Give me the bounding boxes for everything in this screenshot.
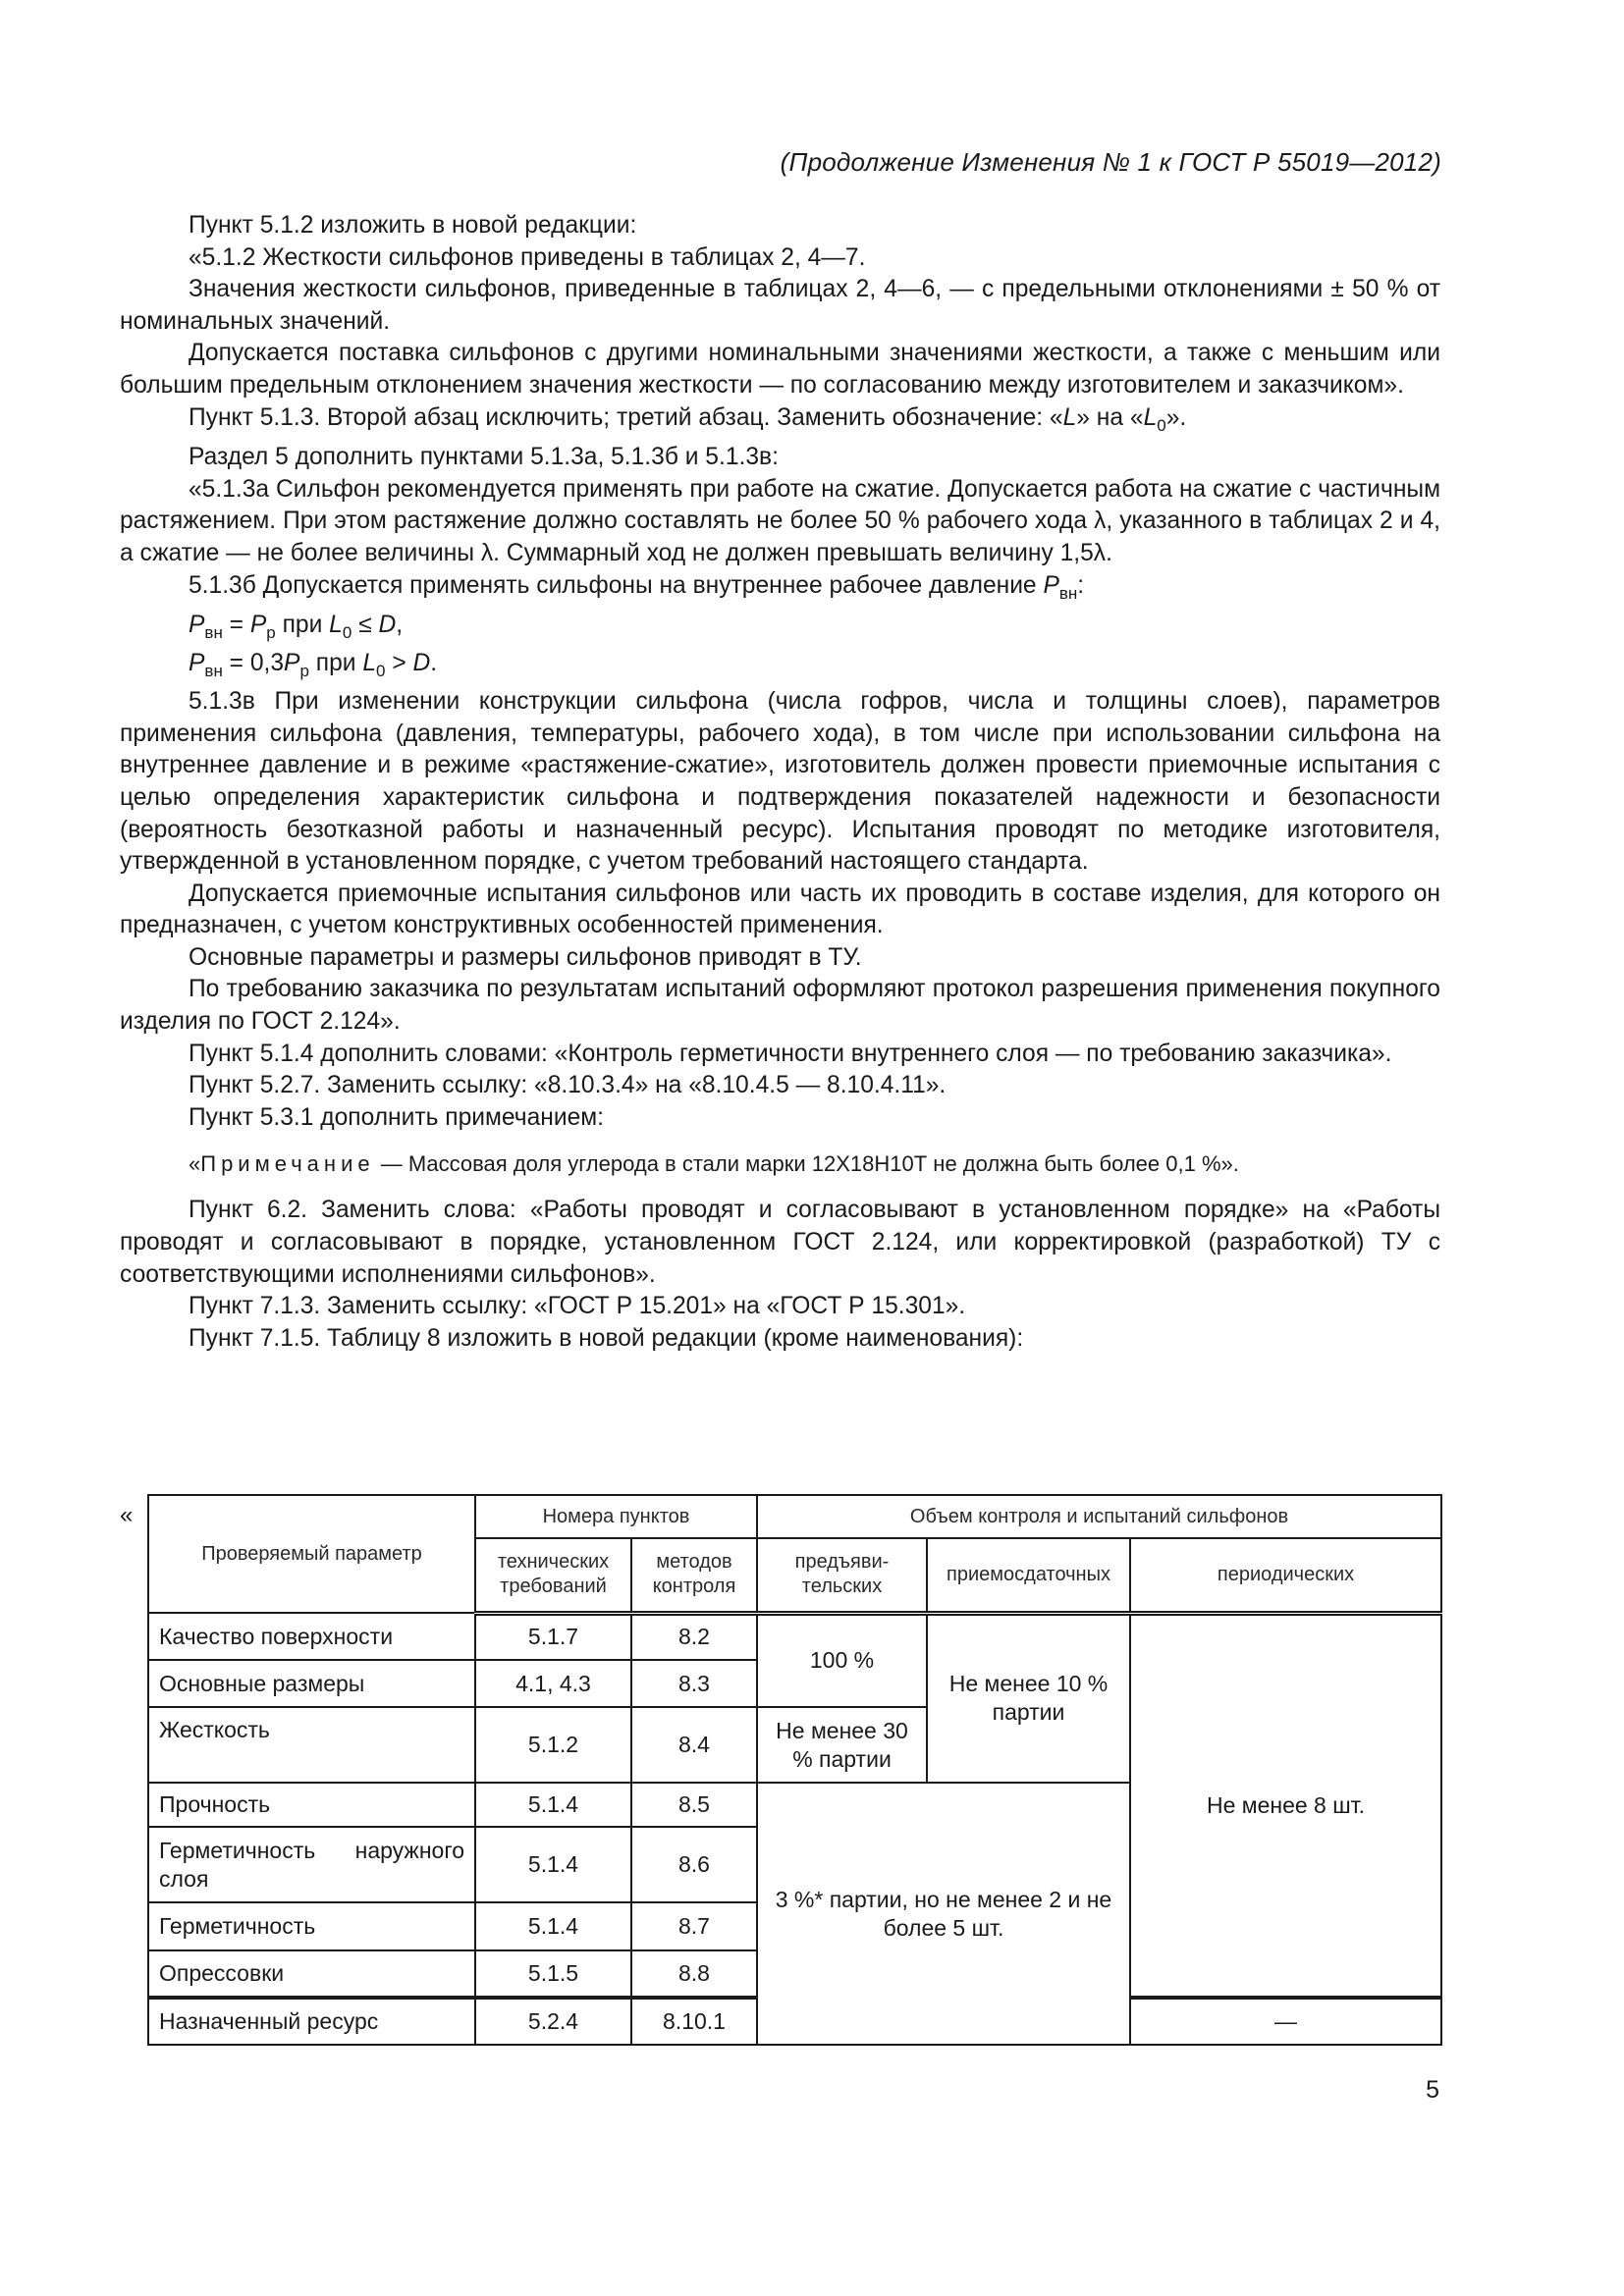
paragraph: Пункт 7.1.5. Таблицу 8 изложить в новой редакции (кроме наименования): xyxy=(189,1324,1024,1352)
cell-method: 8.6 xyxy=(631,1827,757,1902)
table-8 xyxy=(147,1494,1442,2046)
header-presentation: предъявительских xyxy=(757,1538,927,1613)
text: . xyxy=(430,650,438,677)
cell-tech: 5.1.5 xyxy=(475,1950,631,1998)
text: = xyxy=(222,612,250,639)
symbol: P xyxy=(249,612,267,639)
cell-parameter: Герметичность наружного слоя xyxy=(148,1827,475,1902)
text: Пункт 5.1.3. Второй абзац исключить; третий абзац. Заменить обозначение: « xyxy=(189,403,1063,431)
subscript: вн xyxy=(204,623,223,643)
text: ≤ xyxy=(352,612,379,639)
symbol: P xyxy=(284,650,300,677)
paragraph: Раздел 5 дополнить пунктами 5.1.3а, 5.1.3б и 5.1.3в: xyxy=(189,444,779,471)
subscript: 0 xyxy=(376,662,386,681)
subscript: 0 xyxy=(342,623,352,643)
symbol: D xyxy=(378,612,397,639)
header-acceptance: приемосдаточных xyxy=(927,1538,1130,1613)
cell-tech: 4.1, 4.3 xyxy=(475,1660,631,1707)
cell-tech: 5.1.7 xyxy=(475,1613,631,1660)
paragraph: Пункт 5.1.4 дополнить словами: «Контроль герметичности внутреннего слоя — по требованию заказчика». xyxy=(189,1040,1392,1067)
cell-parameter: Назначенный ресурс xyxy=(148,1998,475,2045)
cell-tech: 5.1.4 xyxy=(475,1902,631,1950)
formula-2 xyxy=(120,648,1440,686)
paragraph: Пункт 5.2.7. Заменить ссылку: «8.10.3.4» на «8.10.4.5 — 8.10.4.11». xyxy=(189,1072,947,1099)
formula-1 xyxy=(120,610,1440,648)
header-control-methods: методов контроля xyxy=(631,1538,757,1613)
text: при xyxy=(308,650,363,677)
text: ». xyxy=(1165,403,1187,431)
cell-method: 8.3 xyxy=(631,1660,757,1707)
cell-tech: 5.1.2 xyxy=(475,1707,631,1783)
text: » на « xyxy=(1076,403,1144,431)
text: , xyxy=(396,612,404,639)
cell-method: 8.7 xyxy=(631,1902,757,1950)
cell-parameter: Опрессовки xyxy=(148,1950,475,1998)
subscript: вн xyxy=(1058,583,1078,603)
symbol: D xyxy=(412,650,431,677)
subscript: вн xyxy=(204,662,223,681)
cell-parameter: Герметичность xyxy=(148,1902,475,1950)
paragraph: Пункт 5.3.1 дополнить примечанием: xyxy=(189,1103,605,1131)
cell-method: 8.8 xyxy=(631,1950,757,1998)
cell-periodic: Не менее 8 шт. xyxy=(1130,1613,1441,1998)
cell-presentation: 100 % xyxy=(757,1613,927,1707)
table-header-row xyxy=(148,1495,1441,1538)
paragraph: Пункт 7.1.3. Заменить ссылку: «ГОСТ Р 15.201» на «ГОСТ Р 15.301». xyxy=(189,1293,966,1320)
page-number: 5 xyxy=(1426,2076,1439,2104)
header-parameter: Проверяемый параметр xyxy=(148,1495,475,1613)
header-clause-numbers: Номера пунктов xyxy=(475,1495,757,1538)
paragraph: «5.1.3а Сильфон рекомендуется применять при работе на сжатие. Допускается работа на сжатие с частичным растяжением. При этом растяжение должно составлять не более 50 % рабочего хода λ, указанного в таблицах 2 и 4, а сжатие — не более величины λ. Суммарный ход не должен превышать величину 1,5λ. xyxy=(120,475,1440,566)
cell-method: 8.10.1 xyxy=(631,1998,757,2045)
text: 5.1.3б Допускается применять сильфоны на внутреннее рабочее давление xyxy=(189,571,1044,599)
paragraph: 5.1.3в При изменении конструкции сильфона (числа гофров, числа и толщины слоев), параметров применения сильфона (давления, температуры, рабочего хода), в том числе при использовании сильфона на внутреннее давление и в режиме «растяжение-сжатие», изготовитель должен провести приемочные испытания с целью определения характеристик сильфона и подтверждения показателей надежности и безопасности (вероятность безотказной работы и назначенный ресурс). Испытания проводят по методике изготовителя, утвержденной в установленном порядке, с учетом требований настоящего стандарта. xyxy=(120,688,1440,876)
text: : xyxy=(1077,571,1085,599)
cell-presentation-acceptance: 3 %* партии, но не менее 2 и не более 5 шт. xyxy=(757,1783,1130,2045)
subscript: р xyxy=(266,623,276,643)
note xyxy=(120,1149,1440,1179)
body-text xyxy=(120,210,1440,1355)
text: = 0,3 xyxy=(222,650,285,677)
cell-tech: 5.2.4 xyxy=(475,1998,631,2045)
cell-parameter: Прочность xyxy=(148,1783,475,1827)
note-label: Примечание xyxy=(200,1151,375,1177)
cell-method: 8.4 xyxy=(631,1707,757,1783)
cell-method: 8.2 xyxy=(631,1613,757,1660)
header-periodic: периодических xyxy=(1130,1538,1441,1613)
cell-periodic: — xyxy=(1130,1998,1441,2045)
cell-parameter: Качество поверхности xyxy=(148,1613,475,1660)
symbol: L xyxy=(362,650,377,677)
header-tech-requirements: технических требований xyxy=(475,1538,631,1613)
symbol-P: P xyxy=(1043,571,1059,599)
cell-method: 8.5 xyxy=(631,1783,757,1827)
paragraph xyxy=(120,402,1440,443)
cell-parameter: Основные размеры xyxy=(148,1660,475,1707)
paragraph: По требованию заказчика по результатам испытаний оформляют протокол разрешения применения покупного изделия по ГОСТ 2.124». xyxy=(120,976,1440,1036)
cell-presentation: Не менее 30 % партии xyxy=(757,1707,927,1783)
paragraph: Основные параметры и размеры сильфонов приводят в ТУ. xyxy=(189,943,862,971)
cell-acceptance: Не менее 10 % партии xyxy=(927,1613,1130,1783)
table-row xyxy=(148,1613,1441,1660)
paragraph: Допускается поставка сильфонов с другими номинальными значениями жесткости, а также с меньшим или большим предельным отклонением значения жесткости — по согласованию между изготовителем и заказчиком». xyxy=(120,340,1440,399)
symbol: P xyxy=(189,612,205,639)
header-note: (Продолжение Изменения № 1 к ГОСТ Р 55019—2012) xyxy=(780,147,1441,177)
symbol-L: L xyxy=(1062,403,1077,431)
header-scope: Объем контроля и испытаний сильфонов xyxy=(757,1495,1441,1538)
text: > xyxy=(385,650,413,677)
symbol-L0: L xyxy=(1143,403,1158,431)
note-text: — Массовая доля углерода в стали марки 12Х18Н10Т не должна быть более 0,1 %». xyxy=(374,1151,1239,1177)
paragraph: Допускается приемочные испытания сильфонов или часть их проводить в составе изделия, для которого он предназначен, с учетом конструктивных особенностей применения. xyxy=(120,880,1440,939)
subscript: р xyxy=(299,662,309,681)
cell-tech: 5.1.4 xyxy=(475,1783,631,1827)
subscript: 0 xyxy=(1157,415,1166,435)
symbol: L xyxy=(329,612,343,639)
paragraph: Пункт 6.2. Заменить слова: «Работы проводят и согласовывают в установленном порядке» на «Работы проводят и согласовывают в порядке, установленном ГОСТ 2.124, или корректировкой (разработкой) ТУ с соответствующими исполнениями сильфонов». xyxy=(120,1197,1440,1288)
cell-tech: 5.1.4 xyxy=(475,1827,631,1902)
cell-parameter: Жесткость xyxy=(148,1707,475,1783)
text: « xyxy=(189,1151,201,1177)
paragraph: «5.1.2 Жесткости сильфонов приведены в таблицах 2, 4—7. xyxy=(189,243,866,271)
table-open-quote: « xyxy=(120,1502,134,1528)
symbol: P xyxy=(189,650,205,677)
paragraph: Значения жесткости сильфонов, приведенные в таблицах 2, 4—6, — с предельными отклонениями ± 50 % от номинальных значений. xyxy=(120,276,1440,335)
text: при xyxy=(275,612,330,639)
paragraph: Пункт 5.1.2 изложить в новой редакции: xyxy=(189,212,637,239)
paragraph xyxy=(120,570,1440,611)
